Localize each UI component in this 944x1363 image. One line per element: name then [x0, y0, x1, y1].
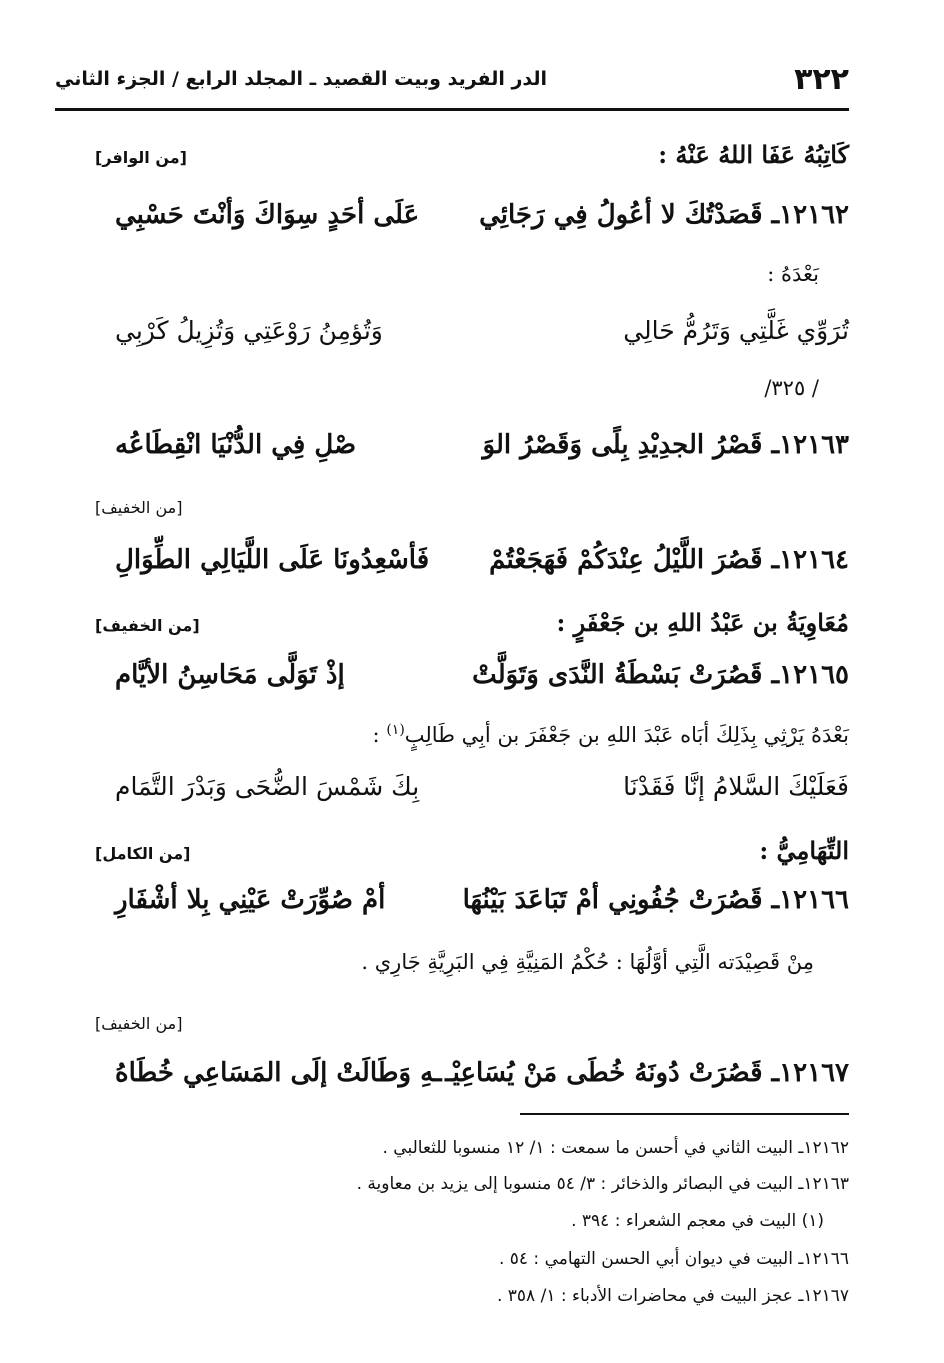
after-text-end: : — [372, 723, 387, 747]
intro-line — [95, 140, 849, 169]
verse-second-hemistich: عَلَى أحَدٍ سِوَاكَ وَأنْتَ حَسْبِي — [115, 200, 420, 230]
meter-label: [من الوافر] — [95, 148, 187, 167]
verse-second-hemistich: بِكَ شَمْسَ الضُّحَى وَبَدْرَ التَّمَام — [115, 772, 420, 801]
intro-text: كَاتِبُهُ عَفَا اللهُ عَنْهُ : — [658, 140, 849, 169]
footnote: ١٢١٦٧ـ عجز البيت في محاضرات الأدباء : ١/ ٣٥٨ . — [496, 1286, 849, 1306]
verse-first-hemistich: ١٢١٦٢ـ قَصَدْتُكَ لا أعُولُ فِي رَجَائِي — [479, 200, 849, 230]
verse-first-hemistich: ١٢١٦٦ـ قَصُرَتْ جُفُونِي أمْ تَبَاعَدَ بَيْنُهَا — [462, 885, 849, 915]
footnote: ١٢١٦٦ـ البيت في ديوان أبي الحسن التهامي : ٥٤ . — [498, 1249, 849, 1269]
verse-second-hemistich: أمْ صُوِّرَتْ عَيْنِي بِلا أشْفَارِ — [115, 885, 386, 915]
footnote: ١٢١٦٣ـ البيت في البصائر والذخائر : ٣/ ٥٤ منسوبا إلى يزيد بن معاوية . — [356, 1174, 849, 1194]
footnote: ١٢١٦٢ـ البيت الثاني في أحسن ما سمعت : ١/ ١٢ منسوبا للثعالبي . — [382, 1138, 849, 1158]
verse-first-hemistich: ١٢١٦٥ـ قَصُرَتْ بَسْطَةُ النَّدَى وَتَوَلَّتْ — [472, 660, 849, 690]
intro-line — [95, 836, 849, 865]
verse-second-hemistich: ـهِ وَطَالَتْ إلَى المَسَاعِي خُطَاهُ — [115, 1058, 442, 1088]
meter-label: [من الخفيف] — [95, 1014, 183, 1033]
page-reference-text: / ٣٢٥/ — [764, 376, 819, 400]
running-title: الدر الفريد وبيت القصيد ـ المجلد الرابع / الجزء الثاني — [55, 68, 548, 90]
meter-line — [95, 498, 849, 522]
footnote-marker: (١) — [386, 722, 405, 738]
verse-second-hemistich: وَتُؤمِنُ رَوْعَتِي وَتُزِيلُ كَرْبِي — [115, 316, 383, 345]
header-rule — [55, 108, 849, 111]
verse-first-hemistich: ١٢١٦٤ـ قَصُرَ اللَّيْلُ عِنْدَكُمْ فَهَجَعْتُمْ — [489, 545, 849, 575]
page-header — [55, 62, 849, 102]
after-text: مِنْ قَصِيْدَته الَّتِي أوَّلُهَا : حُكْمُ المَنِيَّةِ فِي البَرِيَّةِ جَارِي . — [361, 950, 814, 974]
meter-line — [95, 1014, 849, 1038]
verse-first-hemistich: تُرَوِّي غَلَّتِي وَتَرُمُّ حَالِي — [623, 316, 849, 345]
meter-label: [من الكامل] — [95, 844, 191, 863]
after-line — [95, 950, 814, 974]
verse-second-hemistich: فَأسْعِدُونَا عَلَى اللَّيَالِي الطِّوَالِ — [115, 545, 430, 575]
footnote-rule — [520, 1113, 849, 1115]
page-number: ٣٢٢ — [794, 62, 849, 97]
page-reference — [95, 376, 819, 400]
after-text: بَعْدَهُ : — [767, 262, 819, 286]
after-text: بَعْدَهُ يَرْثِي بِذَلِكَ أبَاه عَبْدَ اللهِ بن جَعْفَرَ بن أبِي طَالِبٍ — [404, 723, 849, 747]
verse-first-hemistich: ١٢١٦٣ـ قَصْرُ الجدِيْدِ بِلًى وَقَصْرُ الوَ — [482, 430, 849, 460]
verse-first-hemistich: ١٢١٦٧ـ قَصُرَتْ دُونَهُ خُطَى مَنْ يُسَاعِيْـ — [445, 1058, 849, 1088]
verse-first-hemistich: فَعَلَيْكَ السَّلامُ إنَّا فَقَدْنَا — [623, 772, 849, 801]
after-label — [95, 262, 819, 286]
meter-label: [من الخفيف] — [95, 498, 183, 517]
verse-second-hemistich: إذْ تَوَلَّى مَحَاسِنُ الأيَّام — [115, 660, 345, 690]
after-line — [95, 722, 849, 747]
intro-line — [95, 608, 849, 637]
verse-second-hemistich: صْلِ فِي الدُّنْيَا انْقِطَاعُه — [115, 430, 357, 460]
intro-text: مُعَاوِيَةُ بن عَبْدُ اللهِ بن جَعْفَرٍ : — [556, 608, 849, 637]
intro-text: التِّهَامِيُّ : — [759, 836, 849, 865]
meter-label: [من الخفيف] — [95, 616, 200, 635]
footnote: (١) البيت في معجم الشعراء : ٣٩٤ . — [571, 1211, 824, 1231]
